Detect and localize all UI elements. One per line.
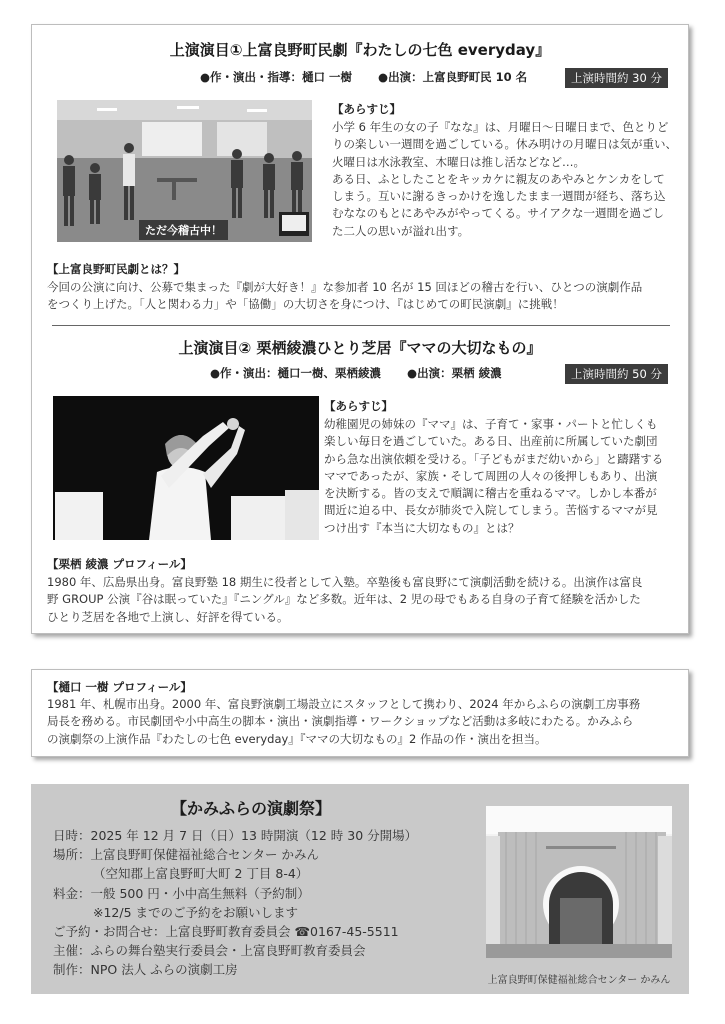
profile-line: の演劇祭の上演作品『わたしの七色 everyday』『ママの大切なもの』2 作品の作・演出を担当。 <box>47 731 547 746</box>
festival-date: 日時：2025 年 12 月 7 日（日）13 時開演（12 時 30 分開場） <box>53 828 418 843</box>
play2-synopsis <box>324 416 663 537</box>
festival-fee: 料金：一般 500 円・小中高生無料（予約制） <box>53 885 310 901</box>
play2-cast: ●出演：栗栖 綾濃 <box>407 366 502 380</box>
play1-credits <box>200 69 527 85</box>
synopsis-line: りの楽しい一週間を過ごしている。休み明けの月曜日は気が重い、 <box>332 137 677 152</box>
higuchi-profile-card <box>31 669 689 757</box>
rehearsal-photo <box>57 100 312 242</box>
rehearsal-caption: ただ今稽古中！ <box>139 220 228 240</box>
synopsis-line: しまう。互いに謝るきっかけを逸したまま一週間が経ち、落ち込 <box>332 189 666 204</box>
profile-line: 1980 年、広島県出身。富良野塾 18 期生に役者として入塾。卒塾後も富良野にて演劇活動を続ける。出演作は富良 <box>47 575 643 589</box>
higuchi-profile-heading: 【樋口 一樹 プロフィール】 <box>47 680 192 694</box>
kurisu-profile-heading: 【栗栖 綾濃 プロフィール】 <box>47 557 192 571</box>
about-text <box>47 279 642 314</box>
profile-line: 野 GROUP 公演『谷は眠っていた』『ニングル』など多数。近年は、2 児の母でもある自身の子育て経験を活かした <box>47 592 641 607</box>
synopsis-line: から急な出演依頼を受ける。「子どもがまだ幼いから」と躊躇する <box>324 451 664 466</box>
profile-line: ひとり芝居を各地で上演し、好評を得ている。 <box>47 609 289 624</box>
synopsis-line: 火曜日は水泳教室、木曜日は推し活などなど…。 <box>332 154 585 169</box>
venue-photo-caption: 上富良野町保健福祉総合センター かみん <box>487 975 671 986</box>
synopsis-line: 小学 6 年生の女の子『なな』は、月曜日〜日曜日まで、色とりど <box>332 120 669 134</box>
performer-photo-image <box>53 396 319 540</box>
profile-line: 1981 年、札幌市出身。2000 年、富良野演劇工場設立にスタッフとして携わり、2024 年からふらの演劇工房事務 <box>47 697 641 711</box>
play1-title: 上演演目①上富良野町民劇『わたしの七色 everyday』 <box>169 41 551 59</box>
about-line: 今回の公演に向け、公募で集まった『劇が大好き！』な参加者 10 名が 15 回ほどの稽古を行い、ひとつの演劇作品 <box>47 280 643 294</box>
play1-duration-badge: 上演時間約 30 分 <box>565 68 668 88</box>
venue-photo-image <box>486 806 672 958</box>
about-line: をつくり上げた。「人と関わる力」や「協働」の大切さを身につけ、『はじめての町民演劇』に挑戦！ <box>47 297 564 312</box>
festival-fee-note: ※12/5 までのご予約をお願いします <box>93 904 299 920</box>
synopsis-line: 幼稚園児の姉妹の『ママ』は、子育て・家事・パートと忙しくも <box>324 417 658 431</box>
festival-info <box>31 784 689 994</box>
play2-duration-badge: 上演時間約 50 分 <box>565 364 668 384</box>
play1-synopsis <box>332 119 677 240</box>
synopsis-line: 楽しい毎日を過ごしていた。ある日、出産前に所属していた劇団 <box>324 434 658 449</box>
play1-director: ●作・演出・指導：樋口 一樹 <box>200 70 353 84</box>
program-card <box>31 24 689 634</box>
synopsis-line: 間近に迫る中、長女が肺炎で入院してしまう。苦悩するママが見 <box>324 503 658 518</box>
venue-photo <box>486 806 672 958</box>
synopsis-line: むななのもとにあやみがやってくる。サイアクな一週間を過ごし <box>332 206 665 221</box>
synopsis-line: ある日、ふとしたことをキッカケに親友のあやみとケンカをして <box>332 171 665 186</box>
festival-venue: 場所：上富良野町保健福祉総合センター かみん <box>53 847 319 863</box>
play1-cast: ●出演：上富良野町民 10 名 <box>378 70 528 84</box>
synopsis-line: ママであったが、家族・そして周囲の人々の後押しもあり、出演 <box>324 468 658 483</box>
play1-synopsis-heading: 【あらすじ】 <box>332 102 401 116</box>
festival-details <box>53 826 417 980</box>
kurisu-profile <box>47 574 642 626</box>
profile-line: 局長を務める。市民劇団や小中高生の脚本・演出・演劇指導・ワークショップなど活動は多岐にわたる。かみふら <box>47 714 634 729</box>
play2-synopsis-heading: 【あらすじ】 <box>324 399 393 413</box>
festival-producer: 制作：NPO 法人 ふらの演劇工房 <box>53 962 238 978</box>
section-divider <box>52 325 670 326</box>
performer-photo <box>53 396 319 540</box>
synopsis-line: つけ出す『本当に大切なもの』とは？ <box>324 520 520 535</box>
about-heading: 【上富良野町民劇とは？】 <box>47 262 185 276</box>
play2-title: 上演演目② 栗栖綾濃ひとり芝居『ママの大切なもの』 <box>178 339 542 357</box>
play2-director: ●作・演出：樋口一樹、栗栖綾濃 <box>210 366 382 380</box>
festival-title: 【かみふらの演劇祭】 <box>170 799 331 818</box>
higuchi-profile <box>47 696 640 748</box>
play2-credits <box>210 365 502 381</box>
festival-address: （空知郡上富良野町大町 2 丁目 8-4） <box>93 866 309 882</box>
synopsis-line: を決断する。皆の支えで順調に稽古を重ねるママ。しかし本番が <box>324 486 657 501</box>
synopsis-line: た二人の思いが溢れ出す。 <box>332 223 470 238</box>
festival-contact: ご予約・お問合せ：上富良野町教育委員会 ☎0167-45-5511 <box>53 924 399 940</box>
festival-organizer: 主催：ふらの舞台塾実行委員会・上富良野町教育委員会 <box>53 943 366 959</box>
